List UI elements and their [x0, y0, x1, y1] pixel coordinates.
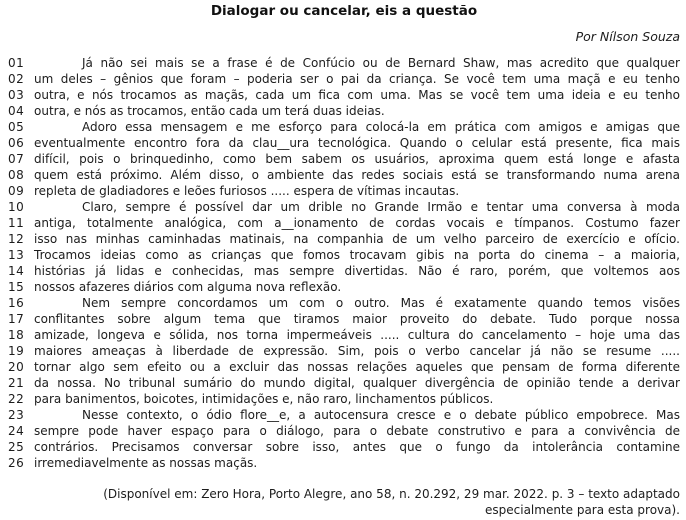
- text-line: [8, 423, 680, 439]
- line-number: 24: [8, 424, 25, 438]
- line-number: 08: [8, 168, 25, 182]
- text-line: [8, 295, 680, 311]
- citation-line-1: (Disponível em: Zero Hora, Porto Alegre, ano 58, n. 20.292, 29 mar. 2022. p. 3 – texto adaptado: [103, 487, 680, 501]
- text-line: [8, 407, 680, 423]
- text-line: [8, 279, 680, 295]
- line-number: 21: [8, 376, 25, 390]
- line-text: conflitantes sobre algum tema que tiramos maior proveito do debate. Tudo porque nossa: [34, 312, 680, 326]
- page-title: Dialogar ou cancelar, eis a questão: [210, 3, 478, 19]
- text-line: [8, 71, 680, 87]
- line-number: 17: [8, 312, 25, 326]
- line-text: outra, e nós trocamos as maçãs, cada um fica com uma. Mas se você tem uma ideia e eu tenho: [34, 88, 680, 102]
- line-text: amizade, longeva e sólida, nos torna impermeáveis ..... cultura do cancelamento – hoje uma das: [34, 328, 680, 342]
- line-text: para banimentos, boicotes, intimidações e, não raro, linchamentos públicos.: [34, 392, 494, 406]
- text-line: [8, 183, 680, 199]
- text-line: [8, 135, 680, 151]
- citation-line-2: especialmente para esta prova).: [485, 502, 680, 517]
- text-line: [8, 327, 680, 343]
- line-number: 20: [8, 360, 25, 374]
- line-number: 11: [8, 216, 25, 230]
- line-text: Já não sei mais se a frase é de Confúcio ou de Bernard Shaw, mas acredito que qualquer: [82, 56, 680, 70]
- text-line: [8, 343, 680, 359]
- line-text: um deles – gênios que foram – poderia ser o pai da criança. Se você tem uma maçã e eu tenho: [34, 72, 680, 86]
- line-number: 18: [8, 328, 25, 342]
- text-line: [8, 215, 680, 231]
- line-text: nossos afazeres diários com alguma nova reflexão.: [34, 280, 342, 294]
- line-number: 10: [8, 200, 25, 214]
- line-text: tornar algo sem efeito ou a excluir das nossas relações aqueles que pensam de forma diferente: [34, 360, 680, 374]
- text-line: [8, 103, 680, 119]
- line-number: 05: [8, 120, 25, 134]
- text-line: [8, 87, 680, 103]
- text-line: [8, 199, 680, 215]
- line-text: sempre pode haver espaço para o diálogo, para o debate construtivo e para a convivência de: [34, 424, 680, 438]
- line-number: 03: [8, 88, 25, 102]
- text-line: [8, 167, 680, 183]
- line-text: antiga, totalmente analógica, com a__ionamento de cordas vocais e tímpanos. Costumo fazer: [34, 216, 680, 230]
- line-text: Nesse contexto, o ódio flore__e, a autocensura cresce e o debate público empobrece. Mas: [82, 408, 680, 422]
- line-text: Nem sempre concordamos um com o outro. Mas é exatamente quando temos visões: [82, 296, 680, 310]
- source-citation: [8, 487, 680, 518]
- line-number: 14: [8, 264, 25, 278]
- text-line: [8, 359, 680, 375]
- line-text: maiores ameaças à liberdade de expressão. Sim, pois o verbo cancelar já não se resume .....: [34, 344, 680, 358]
- line-text: histórias já lidas e conhecidas, mas sempre divertidas. Não é raro, porém, que voltemos aos: [34, 264, 680, 278]
- text-line: [8, 263, 680, 279]
- line-number: 07: [8, 152, 25, 166]
- line-text: Adoro essa mensagem e me esforço para colocá-la em prática com amigos e amigas que: [82, 120, 680, 134]
- line-text: da nossa. No tribunal sumário do mundo digital, qualquer divergência de opinião tende a derivar: [34, 376, 680, 390]
- line-text: isso nas minhas caminhadas matinais, na companhia de um velho parceiro de exercício e ofício.: [34, 232, 680, 246]
- text-line: [8, 231, 680, 247]
- text-line: [8, 455, 680, 471]
- text-line: [8, 375, 680, 391]
- text-line: [8, 247, 680, 263]
- line-number: 06: [8, 136, 25, 150]
- line-number: 15: [8, 280, 25, 294]
- text-line: [8, 55, 680, 71]
- line-number: 12: [8, 232, 25, 246]
- text-line: [8, 311, 680, 327]
- line-number: 01: [8, 56, 25, 70]
- line-number: 04: [8, 104, 25, 118]
- line-number: 19: [8, 344, 25, 358]
- line-text: contrários. Precisamos conversar sobre isso, antes que o fungo da intolerância contamine: [34, 440, 680, 454]
- line-text: repleta de gladiadores e leões furiosos ..... espera de vítimas incautas.: [34, 184, 460, 198]
- text-line: [8, 151, 680, 167]
- line-number: 26: [8, 456, 25, 470]
- text-lines: [8, 55, 680, 471]
- line-number: 22: [8, 392, 25, 406]
- line-text: irremediavelmente as nossas maçãs.: [34, 456, 258, 470]
- line-text: quem está próximo. Além disso, o ambiente das redes sociais está se transformando numa arena: [34, 168, 680, 182]
- line-text: eventualmente encontro fora da clau__ura tecnológica. Quando o celular está presente, fica mais: [34, 136, 680, 150]
- line-text: difícil, pois o brinquedinho, como bem sabem os usuários, aproxima quem está longe e afasta: [34, 152, 680, 166]
- line-number: 02: [8, 72, 25, 86]
- line-number: 09: [8, 184, 25, 198]
- line-text: Claro, sempre é possível dar um drible no Grande Irmão e tentar uma conversa à moda: [82, 200, 680, 214]
- author-byline: Por Nílson Souza: [575, 29, 680, 44]
- line-number: 13: [8, 248, 25, 262]
- text-line: [8, 119, 680, 135]
- text-line: [8, 439, 680, 455]
- line-number: 23: [8, 408, 25, 422]
- line-text: Trocamos ideias como as crianças que fomos trocavam gibis na porta do cinema – a maioria,: [34, 248, 680, 262]
- text-line: [8, 391, 680, 407]
- line-text: outra, e nós as trocamos, então cada um terá duas ideias.: [34, 104, 385, 118]
- line-number: 25: [8, 440, 25, 454]
- line-number: 16: [8, 296, 25, 310]
